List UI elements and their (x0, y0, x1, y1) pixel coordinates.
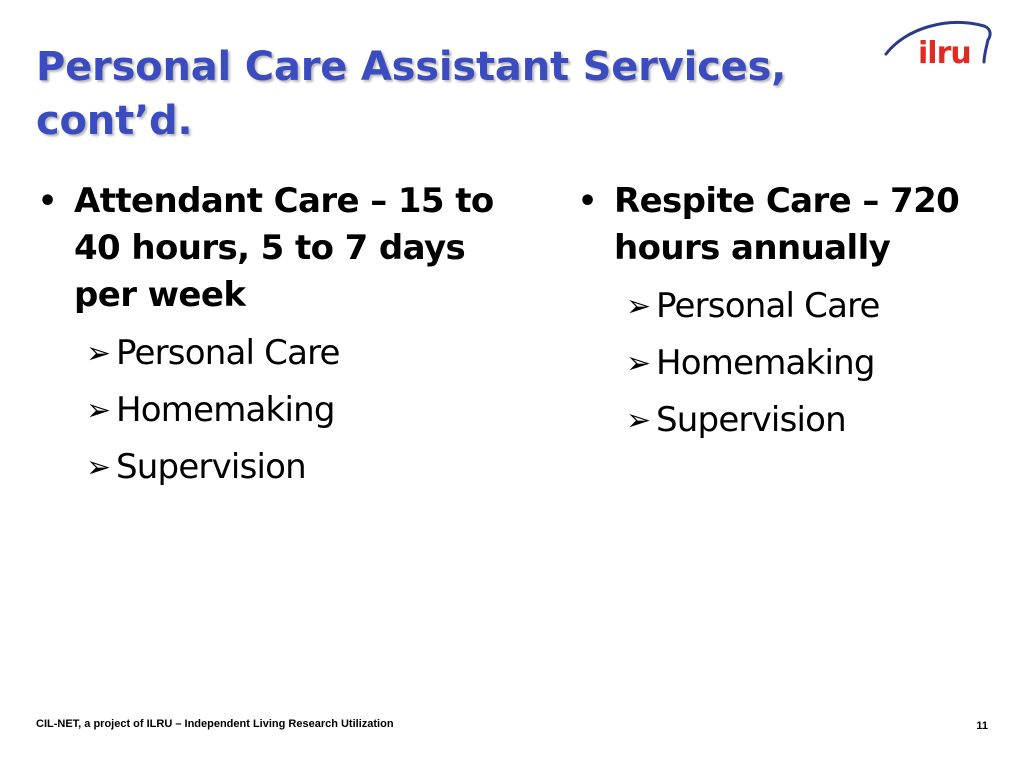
ilru-logo (884, 14, 994, 76)
slide-title-line-1: Personal Care Assistant Services, (36, 44, 787, 90)
main-bullet-attendant-care (34, 178, 504, 319)
sub-bullet-text: Supervision (116, 447, 306, 487)
main-bullet-respite-care (574, 178, 1014, 272)
sub-bullet-list (574, 278, 1014, 449)
arrow-bullet-icon: ➢ (86, 393, 111, 428)
sub-bullet-text: Personal Care (656, 286, 880, 326)
slide-title (36, 40, 836, 148)
sub-bullet-list (34, 325, 504, 496)
sub-bullet-item (626, 278, 1014, 335)
arrow-bullet-icon: ➢ (86, 336, 111, 371)
main-bullet-text: Respite Care – 720 hours annually (614, 181, 960, 268)
sub-bullet-text: Homemaking (116, 390, 335, 430)
main-bullet-text: Attendant Care – 15 to 40 hours, 5 to 7 days per week (74, 181, 494, 315)
sub-bullet-item (626, 392, 1014, 449)
sub-bullet-item (86, 325, 504, 382)
sub-bullet-item (86, 382, 504, 439)
bullet-dot-icon: • (578, 184, 597, 219)
sub-bullet-text: Homemaking (656, 343, 875, 383)
footer-text: CIL-NET, a project of ILRU – Independent Living Research Utilization (36, 718, 394, 730)
arrow-bullet-icon: ➢ (86, 450, 111, 485)
bullet-dot-icon: • (38, 184, 57, 219)
left-column (34, 178, 504, 496)
arrow-bullet-icon: ➢ (626, 403, 651, 438)
sub-bullet-item (626, 335, 1014, 392)
arrow-bullet-icon: ➢ (626, 289, 651, 324)
arrow-bullet-icon: ➢ (626, 346, 651, 381)
page-number: 11 (976, 720, 988, 732)
sub-bullet-text: Supervision (656, 400, 846, 440)
logo-text: ilru (918, 36, 971, 71)
slide-title-line-2: cont’d. (36, 98, 193, 144)
right-column (574, 178, 1014, 449)
sub-bullet-text: Personal Care (116, 333, 340, 373)
sub-bullet-item (86, 439, 504, 496)
